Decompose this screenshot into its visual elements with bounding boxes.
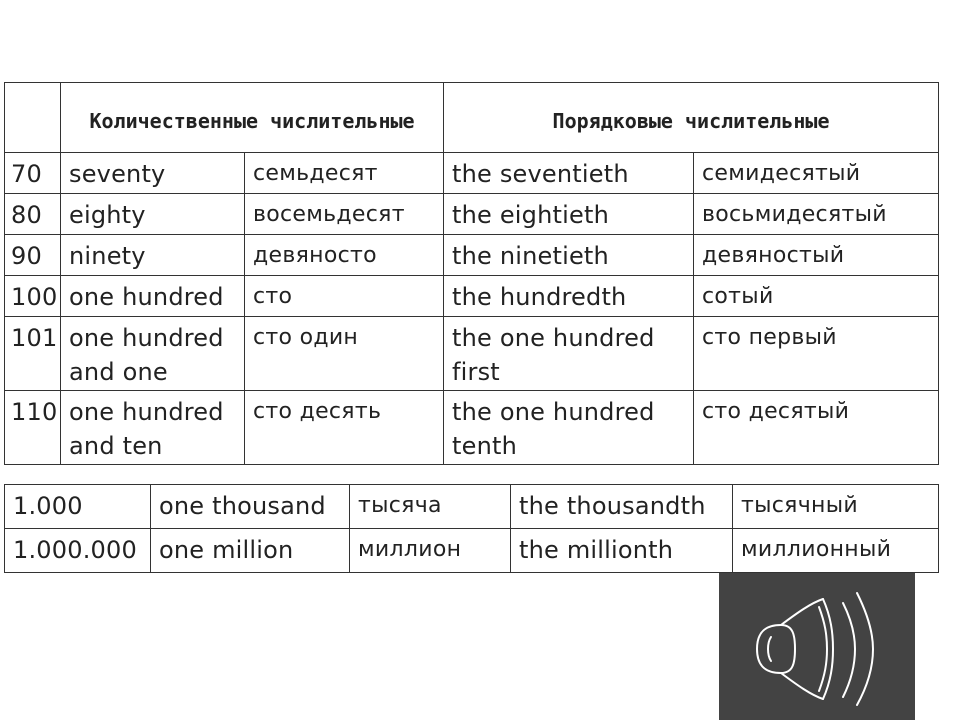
ordinal-header: Порядковые числительные [444, 83, 939, 153]
cardinal-ru-cell: сто [245, 276, 444, 317]
cardinal-ru-cell: семьдесят [245, 153, 444, 194]
cardinal-ru-cell: девяносто [245, 235, 444, 276]
header-row [5, 83, 939, 153]
table-row [5, 317, 939, 391]
ordinal-ru-cell: сто десятый [694, 391, 939, 465]
table-row [5, 276, 939, 317]
cardinal-ru-cell: сто десять [245, 391, 444, 465]
play-audio-button[interactable] [719, 573, 915, 720]
numerals-table [4, 82, 939, 465]
cardinal-ru-cell: тысяча [350, 485, 511, 529]
table-row [5, 529, 939, 573]
ordinal-en-cell: the eightieth [444, 194, 694, 235]
number-cell: 80 [5, 194, 61, 235]
cardinal-en-cell: one hundred [61, 276, 245, 317]
cardinal-ru-cell: восемьдесят [245, 194, 444, 235]
table-row [5, 391, 939, 465]
number-cell: 1.000.000 [5, 529, 151, 573]
cardinal-en-cell: one hundred and ten [61, 391, 245, 465]
cardinal-en-cell: one thousand [151, 485, 350, 529]
cardinal-en-cell: eighty [61, 194, 245, 235]
ordinal-en-cell: the one hundred first [444, 317, 694, 391]
table-row [5, 235, 939, 276]
ordinal-ru-cell: девяностый [694, 235, 939, 276]
number-cell: 110 [5, 391, 61, 465]
ordinal-en-cell: the hundredth [444, 276, 694, 317]
cardinal-en-cell: one hundred and one [61, 317, 245, 391]
header-empty-cell [5, 83, 61, 153]
ordinal-en-cell: the millionth [511, 529, 733, 573]
number-cell: 70 [5, 153, 61, 194]
cardinal-ru-cell: миллион [350, 529, 511, 573]
speaker-icon [719, 573, 915, 720]
cardinal-en-cell: ninety [61, 235, 245, 276]
number-cell: 100 [5, 276, 61, 317]
cardinal-ru-cell: сто один [245, 317, 444, 391]
number-cell: 101 [5, 317, 61, 391]
table-row [5, 153, 939, 194]
ordinal-ru-cell: тысячный [733, 485, 939, 529]
ordinal-ru-cell: семидесятый [694, 153, 939, 194]
number-cell: 90 [5, 235, 61, 276]
table-row [5, 194, 939, 235]
ordinal-ru-cell: сотый [694, 276, 939, 317]
ordinal-en-cell: the thousandth [511, 485, 733, 529]
cardinal-en-cell: seventy [61, 153, 245, 194]
table-row [5, 485, 939, 529]
ordinal-ru-cell: миллионный [733, 529, 939, 573]
ordinal-en-cell: the one hundred tenth [444, 391, 694, 465]
ordinal-en-cell: the seventieth [444, 153, 694, 194]
ordinal-ru-cell: сто первый [694, 317, 939, 391]
cardinal-en-cell: one million [151, 529, 350, 573]
cardinal-header: Количественные числительные [61, 83, 444, 153]
ordinal-en-cell: the ninetieth [444, 235, 694, 276]
number-cell: 1.000 [5, 485, 151, 529]
ordinal-ru-cell: восьмидесятый [694, 194, 939, 235]
large-numerals-table [4, 484, 939, 573]
